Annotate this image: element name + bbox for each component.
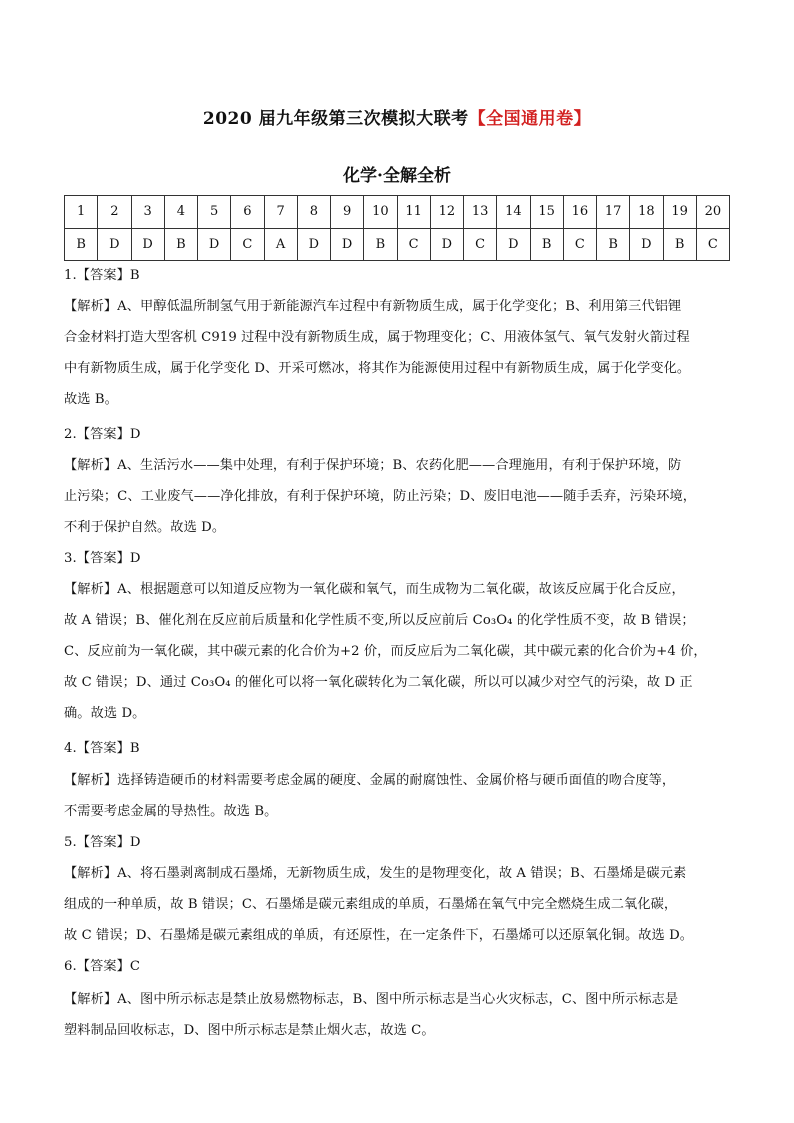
explanation-line: 【解析】选择铸造硬币的材料需要考虑金属的硬度、金属的耐腐蚀性、金属价格与硬币面值的吻合度等， [64, 773, 676, 788]
question-number-cell: 20 [696, 196, 729, 229]
question-number-cell: 11 [397, 196, 430, 229]
answer-cell: D [630, 228, 663, 261]
answer-cell: B [364, 228, 397, 261]
answer-cell: D [430, 228, 463, 261]
answer-cell: D [98, 228, 131, 261]
answer-cell: B [530, 228, 563, 261]
explanation-line: 【解析】A、图中所示标志是禁止放易燃物标志，B、图中所示标志是当心火灾标志，C、图中所示标志是 [64, 992, 679, 1007]
answer-label: 6.【答案】C [64, 959, 141, 974]
explanation-line: 组成的一种单质，故 B 错误；C、石墨烯是碳元素组成的单质，石墨烯在氧气中完全燃烧生成二氧化碳， [64, 897, 678, 912]
explanation-line: 故选 B。 [64, 392, 118, 407]
question-number-cell: 10 [364, 196, 397, 229]
answer-cell: B [164, 228, 197, 261]
question-number-cell: 7 [264, 196, 297, 229]
page-title [0, 104, 794, 129]
question-number-cell: 13 [464, 196, 497, 229]
answer-cell: D [198, 228, 231, 261]
question-number-cell: 15 [530, 196, 563, 229]
page-subtitle: 化学·全解全析 [343, 166, 451, 186]
answer-cell: C [231, 228, 264, 261]
answer-table-answer-row [65, 228, 730, 261]
answer-table-number-row [65, 196, 730, 229]
explanation-line: 【解析】A、甲醇低温所制氢气用于新能源汽车过程中有新物质生成，属于化学变化；B、利用第三代铝锂 [64, 299, 682, 314]
explanation-line: 不需要考虑金属的导热性。故选 B。 [64, 804, 278, 819]
answer-cell: C [397, 228, 430, 261]
answer-cell: D [497, 228, 530, 261]
explanation-line: 故 C 错误；D、石墨烯是碳元素组成的单质，有还原性，在一定条件下，石墨烯可以还原氧化铜。故选 D。 [64, 928, 694, 943]
question-number-cell: 3 [131, 196, 164, 229]
explanation-line: 塑料制品回收标志，D、图中所示标志是禁止烟火志，故选 C。 [64, 1023, 435, 1038]
explanation-line: 确。故选 D。 [64, 706, 146, 721]
explanation-line: C、反应前为一氧化碳，其中碳元素的化合价为+2 价，而反应后为二氧化碳，其中碳元素的化合价为+4 价， [64, 644, 707, 659]
question-number-cell: 9 [331, 196, 364, 229]
explanation-line: 【解析】A、根据题意可以知道反应物为一氧化碳和氧气，而生成物为二氧化碳，故该反应属于化合反应， [64, 582, 685, 597]
question-number-cell: 18 [630, 196, 663, 229]
title-main: 2020 届九年级第三次模拟大联考 [202, 109, 469, 129]
answer-cell: B [65, 228, 98, 261]
explanation-line: 合金材料打造大型客机 C919 过程中没有新物质生成，属于物理变化；C、用液体氢气、氧气发射火箭过程 [64, 330, 690, 345]
explanation-line: 中有新物质生成，属于化学变化 D、开采可燃冰，将其作为能源使用过程中有新物质生成，属于化学变化。 [64, 361, 691, 376]
explanation-line: 不利于保护自然。故选 D。 [64, 520, 226, 535]
answer-cell: D [297, 228, 330, 261]
answer-cell: B [597, 228, 630, 261]
question-number-cell: 19 [663, 196, 696, 229]
explanation-line: 故 A 错误；B、催化剂在反应前后质量和化学性质不变,所以反应前后 Co₃O₄ 的化学性质不变，故 B 错误； [64, 613, 695, 628]
question-number-cell: 12 [430, 196, 463, 229]
explanation-line: 【解析】A、生活污水——集中处理，有利于保护环境；B、农药化肥——合理施用，有利于保护环境，防 [64, 458, 682, 473]
question-number-cell: 5 [198, 196, 231, 229]
explanation-line: 故 C 错误；D、通过 Co₃O₄ 的催化可以将一氧化碳转化为二氧化碳，所以可以减少对空气的污染，故 D 正 [64, 675, 693, 690]
answer-cell: D [331, 228, 364, 261]
question-number-cell: 17 [597, 196, 630, 229]
answer-cell: C [696, 228, 729, 261]
question-number-cell: 14 [497, 196, 530, 229]
question-number-cell: 6 [231, 196, 264, 229]
question-number-cell: 1 [65, 196, 98, 229]
question-number-cell: 4 [164, 196, 197, 229]
answer-cell: C [563, 228, 596, 261]
answer-cell: A [264, 228, 297, 261]
explanation-line: 止污染；C、工业废气——净化排放，有利于保护环境，防止污染；D、废旧电池——随手丢弃，污染环境， [64, 489, 697, 504]
answer-label: 2.【答案】D [64, 427, 141, 442]
answer-label: 4.【答案】B [64, 741, 140, 756]
answer-label: 5.【答案】D [64, 835, 141, 850]
answer-label: 1.【答案】B [64, 268, 140, 283]
answer-cell: B [663, 228, 696, 261]
answer-cell: D [131, 228, 164, 261]
answer-cell: C [464, 228, 497, 261]
answer-label: 3.【答案】D [64, 551, 141, 566]
question-number-cell: 8 [297, 196, 330, 229]
question-number-cell: 2 [98, 196, 131, 229]
answer-table [64, 195, 730, 261]
title-bracket: 【全国通用卷】 [468, 109, 592, 129]
question-number-cell: 16 [563, 196, 596, 229]
explanation-line: 【解析】A、将石墨剥离制成石墨烯，无新物质生成，发生的是物理变化，故 A 错误；B、石墨烯是碳元素 [64, 866, 687, 881]
